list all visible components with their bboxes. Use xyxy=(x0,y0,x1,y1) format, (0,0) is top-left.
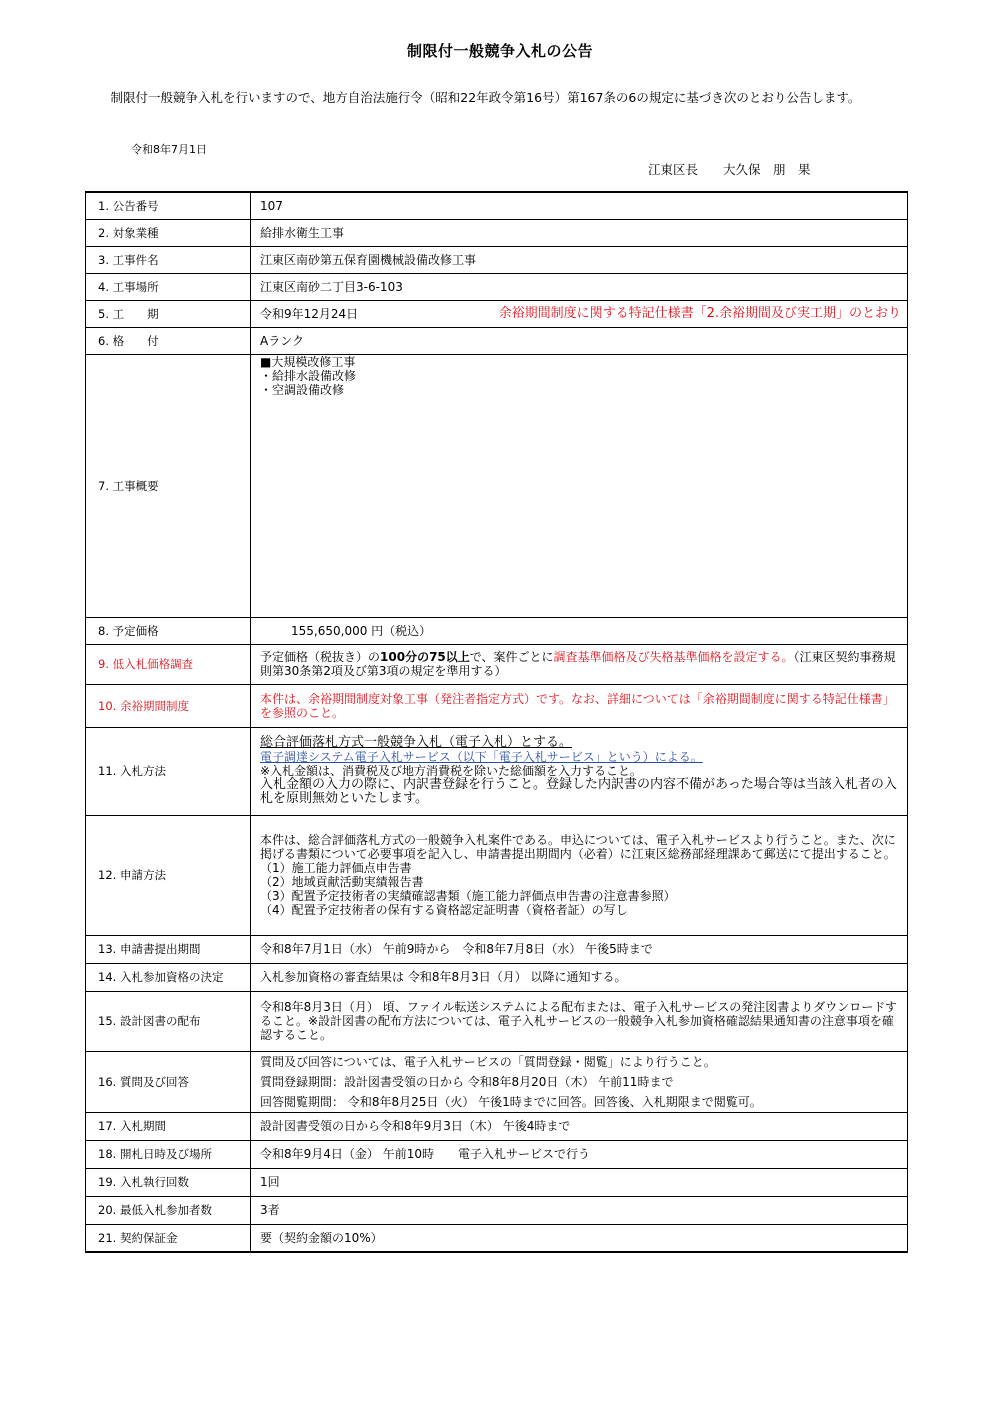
table-row xyxy=(86,815,908,935)
row-value xyxy=(251,300,908,327)
table-row xyxy=(86,1051,908,1112)
row-value: 令和8年8月3日（月） 頃、ファイル転送システムによる配布または、電子入札サービスの発注図書よりダウンロードすること。※設計図書の配布方法については、電子入札サービスの一般競争入札参加資格確認結果通知書の注意事項を確認すること。 xyxy=(251,991,908,1051)
application-line: （2）地域貢献活動実績報告書 xyxy=(260,875,424,889)
table-row xyxy=(86,1140,908,1168)
row-value: 3者 xyxy=(251,1196,908,1224)
notice-table xyxy=(85,191,908,1253)
method-line: 入札金額の入力の際に、内訳書登録を行うこと。登録した内訳書の内容不備があった場合等は当該入札者の入札を原則無効といたします。 xyxy=(260,777,897,806)
row-value: 1回 xyxy=(251,1168,908,1196)
application-line: （3）配置予定技術者の実績確認書類（施工能力評価点申告書の注意書参照） xyxy=(260,889,676,903)
intro-text: 制限付一般競争入札を行いますので、地方自治法施行令（昭和22年政令第16号）第167条の6の規定に基づき次のとおり公告します。 xyxy=(110,90,861,105)
table-row xyxy=(86,300,908,327)
table-row xyxy=(86,684,908,727)
table-row xyxy=(86,617,908,644)
table-row xyxy=(86,327,908,354)
table-row xyxy=(86,354,908,617)
row-label: 3. 工事件名 xyxy=(86,246,251,273)
row-label: 15. 設計図書の配布 xyxy=(86,991,251,1051)
row-label: 16. 質問及び回答 xyxy=(86,1051,251,1112)
application-line: （1）施工能力評価点申告書 xyxy=(260,861,412,875)
table-row xyxy=(86,1224,908,1252)
application-line: 本件は、総合評価落札方式の一般競争入札案件である。申込については、電子入札サービスより行うこと。また、次に掲げる書類について必要事項を記入し、申請書提出期間内（必着）に江東区総務部経理課あて郵送にて提出すること。 xyxy=(260,833,896,861)
row-label: 21. 契約保証金 xyxy=(86,1224,251,1252)
row-value: 要（契約金額の10%） xyxy=(251,1224,908,1252)
table-row xyxy=(86,935,908,963)
overview-line: ・給排水設備改修 xyxy=(260,368,357,383)
table-row xyxy=(86,219,908,246)
application-line: （4）配置予定技術者の保有する資格認定証明書（資格者証）の写し xyxy=(260,903,628,917)
overview-line: ・空調設備改修 xyxy=(260,382,345,397)
table-row xyxy=(86,1168,908,1196)
row-label: 8. 予定価格 xyxy=(86,617,251,644)
notice-date: 令和8年7月1日 xyxy=(131,143,207,156)
row-value: 設計図書受領の日から令和8年9月3日（木） 午後4時まで xyxy=(251,1112,908,1140)
row-label: 20. 最低入札参加者数 xyxy=(86,1196,251,1224)
method-line: ※入札金額は、消費税及び地方消費税を除いた総価額を入力すること。 xyxy=(260,764,643,778)
table-row xyxy=(86,1196,908,1224)
row-label: 18. 開札日時及び場所 xyxy=(86,1140,251,1168)
table-row xyxy=(86,192,908,219)
value-part-bold: 100分の75以上 xyxy=(380,650,470,664)
method-link[interactable]: 電子調達システム電子入札サービス（以下「電子入札サービス」という）による。 xyxy=(260,750,703,764)
qa-line: 質問及び回答については、電子入札サービスの「質問登録・閲覧」により行うこと。 xyxy=(260,1054,716,1069)
table-row xyxy=(86,963,908,991)
row-label: 17. 入札期間 xyxy=(86,1112,251,1140)
qa-line: 回答閲覧期間： 令和8年8月25日（火） 午後1時までに回答。回答後、入札期限まで閲覧可。 xyxy=(260,1094,762,1109)
row-value: 江東区南砂第五保育園機械設備改修工事 xyxy=(251,246,908,273)
row-value: 107 xyxy=(251,192,908,219)
row-label: 4. 工事場所 xyxy=(86,273,251,300)
table-row xyxy=(86,246,908,273)
value-part-red: 調査基準価格及び失格基準価格を設定する。 xyxy=(553,650,794,664)
row-value: 入札参加資格の審査結果は 令和8年8月3日（月） 以降に通知する。 xyxy=(251,963,908,991)
intro-paragraph xyxy=(98,90,910,106)
row-label: 11. 入札方法 xyxy=(86,727,251,815)
row-label: 5. 工 期 xyxy=(86,300,251,327)
signer: 江東区長 大久保 朋 果 xyxy=(648,162,811,177)
period-note: 余裕期間制度に関する特記仕様書「2.余裕期間及び実工期」のとおり xyxy=(498,305,901,321)
row-value xyxy=(251,644,908,684)
row-label: 9. 低入札価格調査 xyxy=(86,644,251,684)
qa-line: 質問登録期間：設計図書受領の日から 令和8年8月20日（木） 午前11時まで xyxy=(260,1074,674,1089)
row-label: 14. 入札参加資格の決定 xyxy=(86,963,251,991)
table-row xyxy=(86,644,908,684)
row-value xyxy=(251,815,908,935)
row-label: 7. 工事概要 xyxy=(86,354,251,617)
row-value xyxy=(251,727,908,815)
value-part: 予定価格（税抜き）の xyxy=(260,650,381,664)
table-row xyxy=(86,1112,908,1140)
row-value: Aランク xyxy=(251,327,908,354)
row-label: 2. 対象業種 xyxy=(86,219,251,246)
page-title: 制限付一般競争入札の公告 xyxy=(406,42,593,60)
row-label: 1. 公告番号 xyxy=(86,192,251,219)
table-row xyxy=(86,991,908,1051)
row-label: 10. 余裕期間制度 xyxy=(86,684,251,727)
row-label: 12. 申請方法 xyxy=(86,815,251,935)
row-value: 本件は、余裕期間制度対象工事（発注者指定方式）です。なお、詳細については「余裕期間制度に関する特記仕様書」を参照のこと。 xyxy=(251,684,908,727)
row-value: 令和8年9月4日（金） 午前10時 電子入札サービスで行う xyxy=(251,1140,908,1168)
construction-period: 令和9年12月24日 xyxy=(260,306,359,321)
value-part: で、案件ごとに xyxy=(469,650,554,664)
row-label: 6. 格 付 xyxy=(86,327,251,354)
row-value: 令和8年7月1日（水） 午前9時から 令和8年7月8日（水） 午後5時まで xyxy=(251,935,908,963)
row-label: 13. 申請書提出期間 xyxy=(86,935,251,963)
table-row xyxy=(86,727,908,815)
row-label: 19. 入札執行回数 xyxy=(86,1168,251,1196)
method-line: 総合評価落札方式一般競争入札（電子入札）とする。 xyxy=(260,735,573,750)
row-value: 155,650,000 円（税込） xyxy=(251,617,908,644)
value-part: （江東区契約事務規則第30条第2項及び第3項の規定を準用する） xyxy=(260,650,896,678)
row-value xyxy=(251,354,908,617)
row-value xyxy=(251,1051,908,1112)
table-row xyxy=(86,273,908,300)
row-value: 給排水衛生工事 xyxy=(251,219,908,246)
row-value: 江東区南砂二丁目3-6-103 xyxy=(251,273,908,300)
overview-line: ■大規模改修工事 xyxy=(260,354,356,369)
